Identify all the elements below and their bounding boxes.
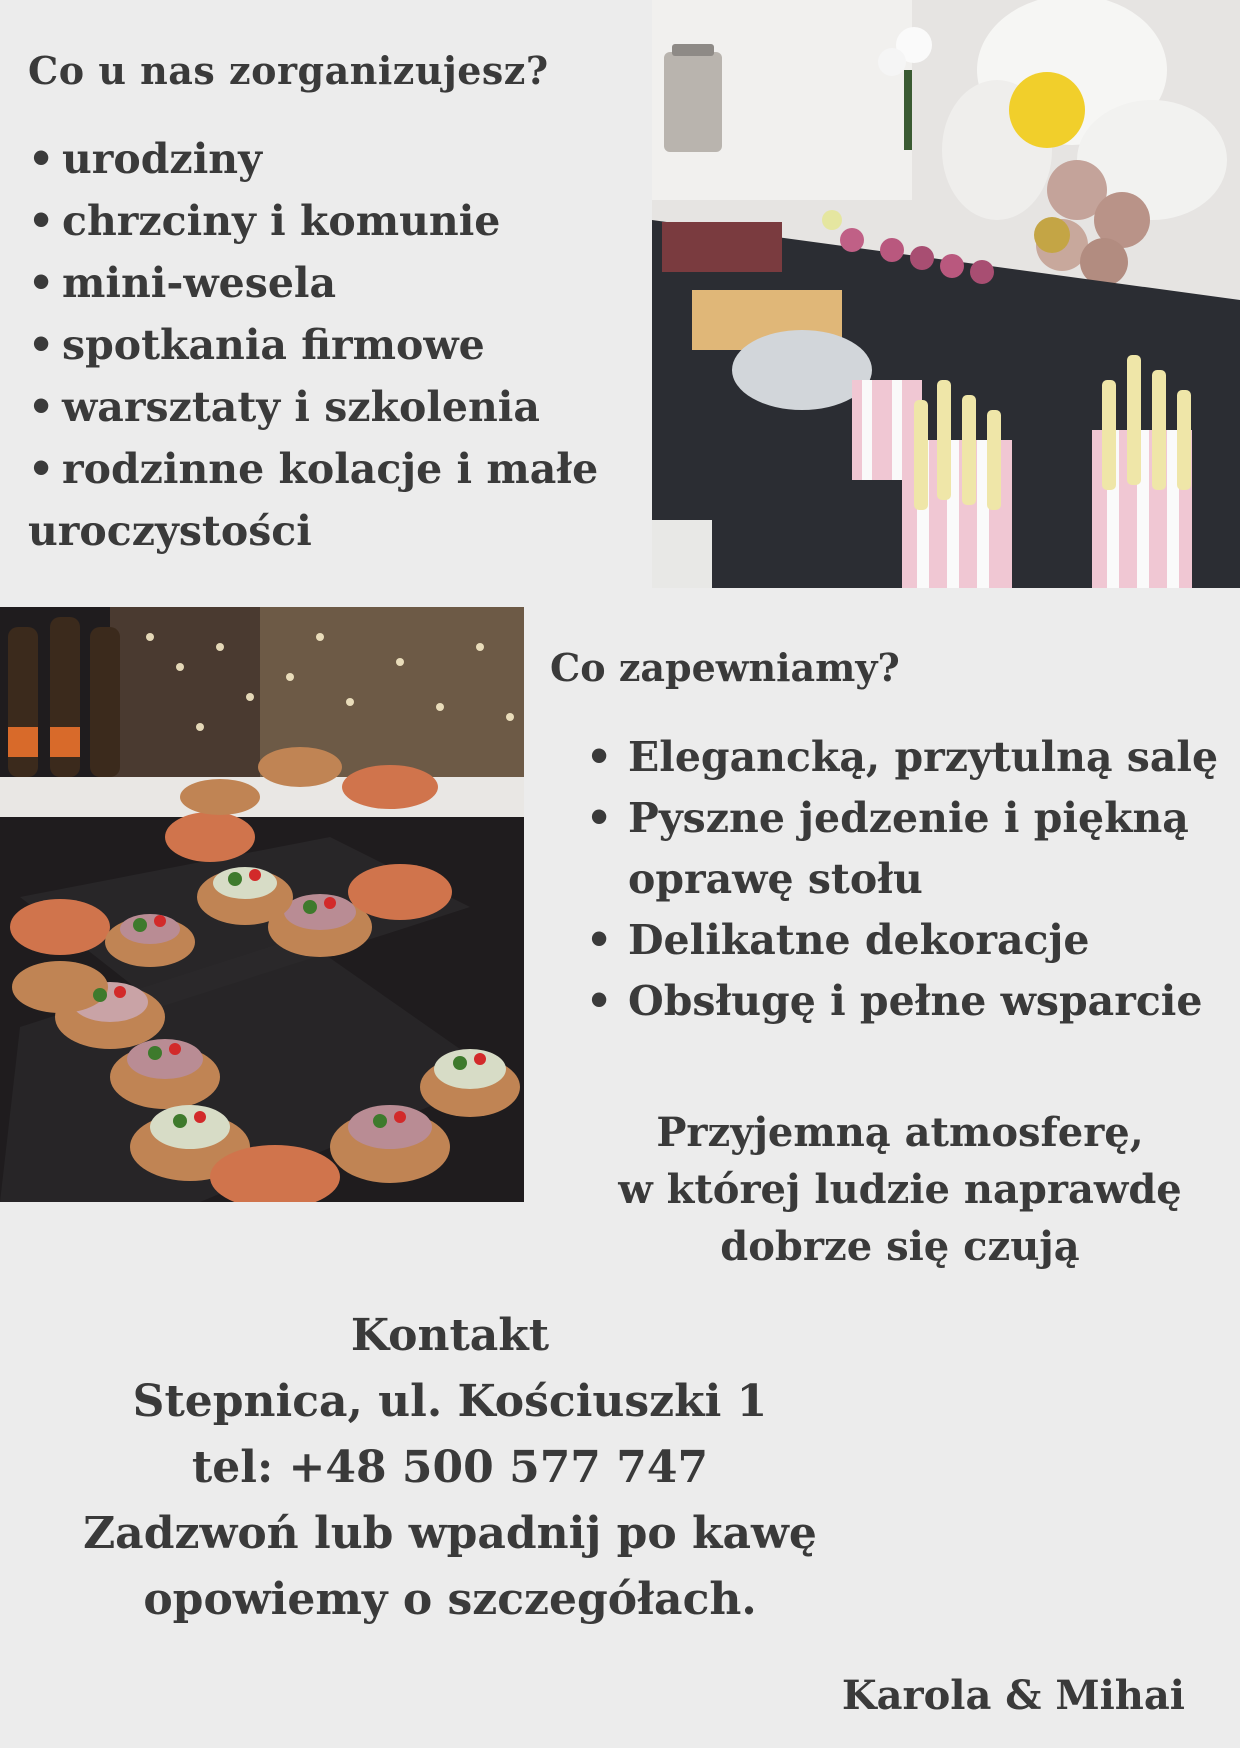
contact-line: opowiemy o szczegółach. — [143, 1574, 757, 1625]
organize-list — [28, 128, 638, 562]
photo-dessert-buffet — [652, 0, 1240, 588]
atmosphere-text — [560, 1104, 1240, 1275]
contact-section — [0, 1303, 900, 1633]
organize-title: Co u nas zorganizujesz? — [28, 48, 549, 93]
photo-canapes — [0, 607, 524, 1202]
contact-address: Stepnica, ul. Kościuszki 1 — [132, 1376, 768, 1427]
contact-title: Kontakt — [350, 1310, 550, 1361]
list-item: • Delikatne dekoracje — [586, 910, 1236, 971]
list-item: • Obsługę i pełne wsparcie — [586, 971, 1236, 1032]
list-item: • rodzinne kolacje i małe uroczystości — [28, 438, 638, 562]
atmosphere-line: Przyjemną atmosferę, — [656, 1109, 1144, 1156]
list-item: • urodziny — [28, 128, 638, 190]
list-item: • warsztaty i szkolenia — [28, 376, 638, 438]
list-item: • spotkania firmowe — [28, 314, 638, 376]
list-item: • mini-wesela — [28, 252, 638, 314]
list-item: • Pyszne jedzenie i piękną oprawę stołu — [586, 788, 1236, 910]
contact-phone: tel: +48 500 577 747 — [191, 1442, 709, 1493]
list-item: • Elegancką, przytulną salę — [586, 727, 1236, 788]
atmosphere-line: w której ludzie naprawdę — [618, 1166, 1182, 1213]
atmosphere-line: dobrze się czują — [720, 1223, 1080, 1270]
contact-line: Zadzwoń lub wpadnij po kawę — [83, 1508, 817, 1559]
list-item: • chrzciny i komunie — [28, 190, 638, 252]
provide-title: Co zapewniamy? — [550, 645, 900, 690]
provide-list — [586, 727, 1236, 1032]
signature: Karola & Mihai — [841, 1672, 1185, 1719]
